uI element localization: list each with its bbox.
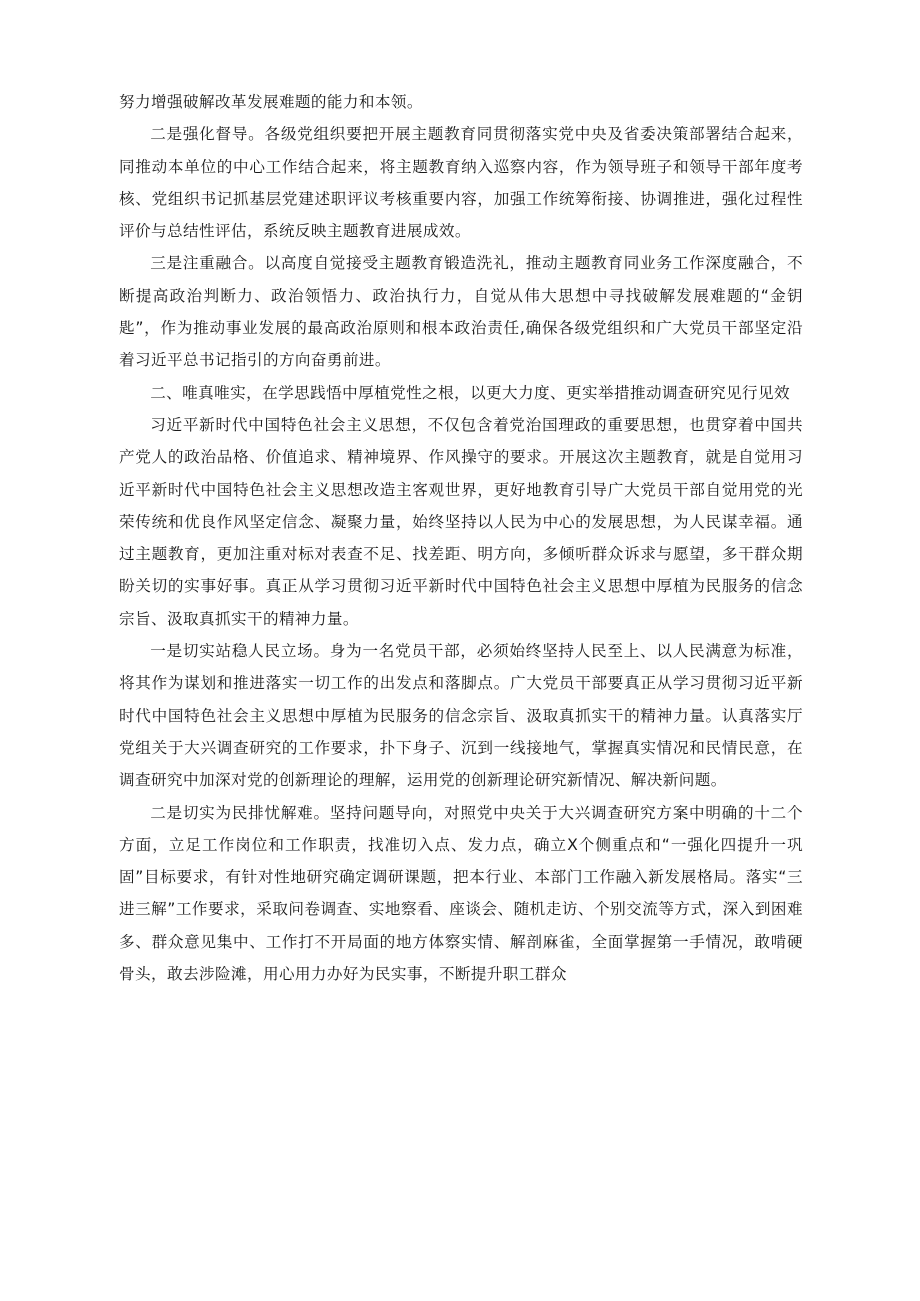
paragraph-continuation: 努力增强破解改革发展难题的能力和本领。 xyxy=(119,93,423,111)
document-body xyxy=(119,86,803,990)
paragraph-solve-problems: 二是切实为民排忧解难。坚持问题导向，对照党中央关于大兴调查研究方案中明确的十二个方面，立足工作岗位和工作职责，找准切入点、发力点，确立X个侧重点和“一强化四提升一巩固”目标要求，有针对性地研究确定调研课题，把本行业、本部门工作融入新发展格局。落实“三进三解”工作要求，采取问卷调查、实地察看、座谈会、随机走访、个别交流等方式，深入到困难多、群众意见集中、工作打不开局面的地方体察实情、解剖麻雀，全面掌握第一手情况，敢啃硬骨头，敢去涉险滩，用心用力办好为民实事，不断提升职工群众 xyxy=(119,803,803,984)
paragraph-strengthen-supervision: 二是强化督导。各级党组织要把开展主题教育同贯彻落实党中央及省委决策部署结合起来，同推动本单位的中心工作结合起来，将主题教育纳入巡察内容，作为领导班子和领导干部年度考核、党组织书记抓基层党建述职评议考核重要内容，加强工作统筹衔接、协调推进，强化过程性评价与总结性评估，系统反映主题教育进展成效。 xyxy=(119,125,803,241)
paragraph-thought-intro: 习近平新时代中国特色社会主义思想，不仅包含着党治国理政的重要思想，也贯穿着中国共产党人的政治品格、价值追求、精神境界、作风操守的要求。开展这次主题教育，就是自觉用习近平新时代中国特色社会主义思想改造主客观世界，更好地教育引导广大党员干部自觉用党的光荣传统和优良作风坚定信念、凝聚力量，始终坚持以人民为中心的发展思想，为人民谋幸福。通过主题教育，更加注重对标对表查不足、找差距、明方向，多倾听群众诉求与愿望，多干群众期盼关切的实事好事。真正从学习贯彻习近平新时代中国特色社会主义思想中厚植为民服务的信念宗旨、汲取真抓实干的精神力量。 xyxy=(119,415,803,628)
section-heading-2: 二、唯真唯实，在学思践悟中厚植党性之根，以更大力度、更实举措推动调查研究见行见效 xyxy=(150,383,790,402)
paragraph-people-stance: 一是切实站稳人民立场。身为一名党员干部，必须始终坚持人民至上、以人民满意为标准，将其作为谋划和推进落实一切工作的出发点和落脚点。广大党员干部要真正从学习贯彻习近平新时代中国特色社会主义思想中厚植为民服务的信念宗旨、汲取真抓实干的精神力量。认真落实厅党组关于大兴调查研究的工作要求，扑下身子、沉到一线接地气，掌握真实情况和民情民意，在调查研究中加深对党的创新理论的理解，运用党的创新理论研究新情况、解决新问题。 xyxy=(119,642,803,790)
paragraph-focus-integration: 三是注重融合。以高度自觉接受主题教育锻造洗礼，推动主题教育同业务工作深度融合，不断提高政治判断力、政治领悟力、政治执行力，自觉从伟大思想中寻找破解发展难题的“金钥匙”，作为推动事业发展的最高政治原则和根本政治责任,确保各级党组织和广大党员干部坚定沿着习近平总书记指引的方向奋勇前进。 xyxy=(119,254,803,370)
